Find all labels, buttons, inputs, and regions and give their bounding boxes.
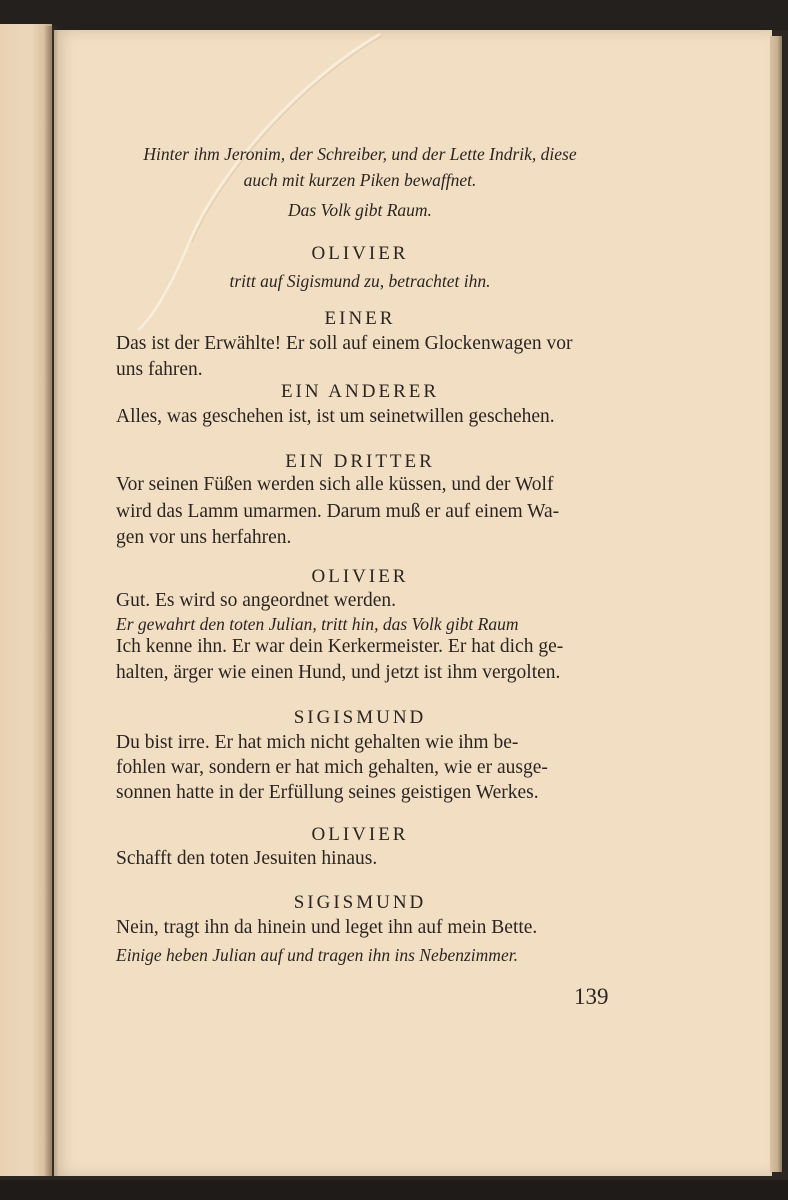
speaker-name: OLIVIER — [311, 566, 409, 587]
speaker-name: EIN DRITTER — [285, 451, 435, 472]
dialogue-line: Das ist der Erwählte! Er soll auf einem Glockenwagen vor — [116, 333, 573, 354]
speaker-name: SIGISMUND — [293, 707, 427, 728]
dialogue-line: halten, ärger wie einen Hund, und jetzt ist ihm vergolten. — [116, 662, 561, 683]
dialogue-line: sonnen hatte in der Erfüllung seines geistigen Werkes. — [116, 782, 539, 803]
speaker-name: SIGISMUND — [293, 892, 427, 913]
dialogue-line: fohlen war, sondern er hat mich gehalten, wie er ausge- — [116, 757, 548, 778]
stage-direction: tritt auf Sigismund zu, betrachtet ihn. — [229, 271, 491, 291]
dialogue-line: uns fahren. — [116, 359, 203, 380]
stage-direction: Das Volk gibt Raum. — [288, 200, 432, 220]
dialogue-line: Gut. Es wird so angeordnet werden. — [116, 590, 396, 611]
dialogue-line: Alles, was geschehen ist, ist um seinetwillen geschehen. — [116, 406, 555, 427]
dialogue-line: gen vor uns herfahren. — [116, 527, 292, 548]
dialogue-line: Vor seinen Füßen werden sich alle küssen, und der Wolf — [116, 474, 554, 495]
speaker-name: OLIVIER — [311, 243, 409, 264]
dialogue-line: Du bist irre. Er hat mich nicht gehalten wie ihm be- — [116, 732, 519, 753]
page-number: 139 — [574, 984, 609, 1009]
dialogue-line: Nein, tragt ihn da hinein und leget ihn auf mein Bette. — [116, 917, 538, 938]
speaker-name: OLIVIER — [311, 824, 409, 845]
dialogue-line: Schafft den toten Jesuiten hinaus. — [116, 848, 378, 869]
speaker-name: EINER — [324, 308, 396, 329]
stage-direction: Er gewahrt den toten Julian, tritt hin, das Volk gibt Raum — [116, 614, 519, 634]
stage-direction: auch mit kurzen Piken bewaffnet. — [243, 170, 477, 190]
dialogue-line: Ich kenne ihn. Er war dein Kerkermeister. Er hat dich ge- — [116, 636, 564, 657]
speaker-name: EIN ANDERER — [280, 381, 440, 402]
stage-direction: Hinter ihm Jeronim, der Schreiber, und der Lette Indrik, diese — [143, 144, 577, 164]
dialogue-line: wird das Lamm umarmen. Darum muß er auf einem Wa- — [116, 501, 560, 522]
stage-direction: Einige heben Julian auf und tragen ihn ins Nebenzimmer. — [116, 945, 518, 965]
